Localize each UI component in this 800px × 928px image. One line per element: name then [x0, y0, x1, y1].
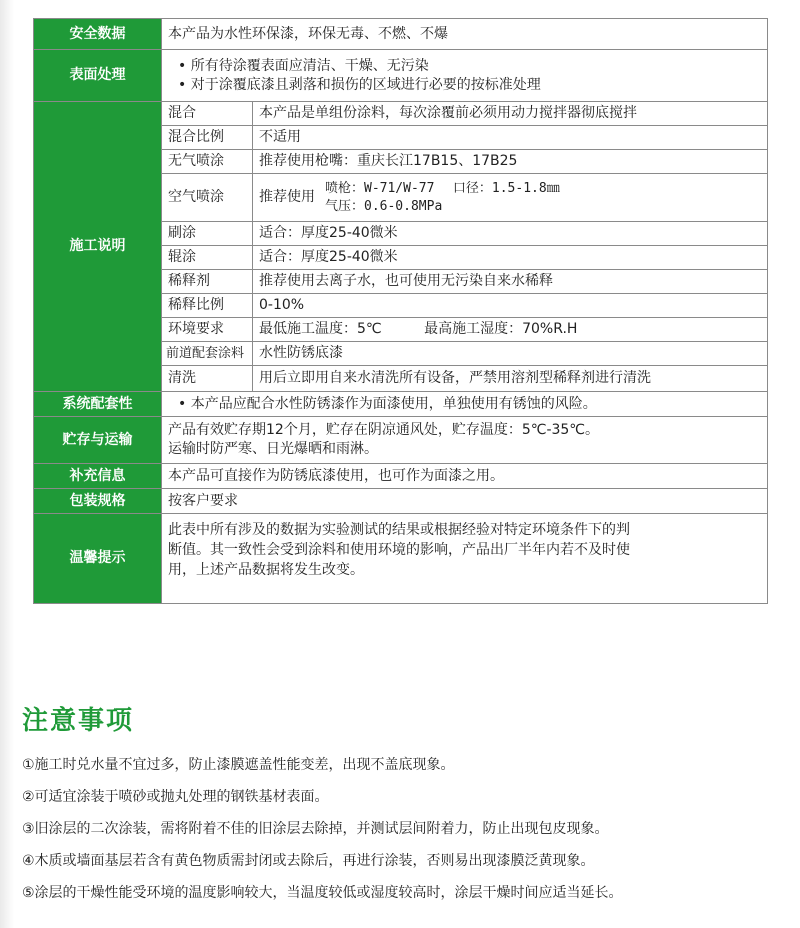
section-label-surface: 表面处理 [34, 50, 162, 102]
row-system [34, 392, 768, 417]
product-spec-table [33, 18, 768, 604]
construction-key: 环境要求 [162, 318, 253, 342]
section-label-safety: 安全数据 [34, 19, 162, 50]
construction-value: 推荐使用枪嘴：重庆长江17B15、17B25 [253, 150, 768, 174]
supplement-value: 本产品可直接作为防锈底漆使用，也可作为面漆之用。 [162, 464, 768, 489]
section-label-packaging: 包装规格 [34, 489, 162, 514]
precaution-item: ①施工时兑水量不宜过多，防止漆膜遮盖性能变差，出现不盖底现象。 [22, 757, 455, 773]
packaging-value: 按客户要求 [162, 489, 768, 514]
construction-key: 空气喷涂 [162, 174, 253, 222]
construction-key: 混合比例 [162, 126, 253, 150]
construction-value: 用后立即用自来水清洗所有设备，严禁用溶剂型稀释剂进行清洗 [253, 366, 768, 392]
storage-value [162, 417, 768, 464]
precaution-item: ②可适宜涂装于喷砂或抛丸处理的钢铁基材表面。 [22, 789, 329, 805]
construction-value: 适合：厚度25-40微米 [253, 222, 768, 246]
tips-line: 用，上述产品数据将发生改变。 [168, 562, 364, 578]
construction-key: 清洗 [162, 366, 253, 392]
section-label-tips: 温馨提示 [34, 514, 162, 604]
construction-row [34, 102, 768, 126]
tips-line: 断值。其一致性会受到涂料和使用环境的影响，产品出厂半年内若不及时使 [168, 542, 630, 558]
spray-gun-spec: 喷枪：W-71/W-77 [325, 181, 435, 196]
storage-line: 产品有效贮存期12个月，贮存在阴凉通风处，贮存温度：5℃-35℃。 [168, 422, 600, 438]
max-humidity: 最高施工湿度：70%R.H [424, 321, 578, 337]
construction-value: 适合：厚度25-40微米 [253, 246, 768, 270]
row-surface [34, 50, 768, 102]
row-storage [34, 417, 768, 464]
construction-value: 0-10% [253, 294, 768, 318]
construction-value: 水性防锈底漆 [253, 342, 768, 366]
section-label-storage: 贮存与运输 [34, 417, 162, 464]
precaution-item: ④木质或墙面基层若含有黄色物质需封闭或去除后，再进行涂装，否则易出现漆膜泛黄现象。 [22, 853, 595, 869]
construction-key: 稀释剂 [162, 270, 253, 294]
section-label-construction: 施工说明 [34, 102, 162, 392]
row-packaging [34, 489, 768, 514]
section-label-system: 系统配套性 [34, 392, 162, 417]
construction-key: 无气喷涂 [162, 150, 253, 174]
storage-line: 运输时防严寒、日光爆晒和雨淋。 [168, 441, 378, 457]
tips-value [162, 514, 768, 604]
construction-value: 推荐使用 [259, 189, 315, 205]
row-tips [34, 514, 768, 604]
surface-item: • 所有待涂覆表面应清洁、干燥、无污染 [178, 57, 761, 76]
safety-value: 本产品为水性环保漆，环保无毒、不燃、不爆 [162, 19, 768, 50]
row-supplement [34, 464, 768, 489]
row-safety [34, 19, 768, 50]
construction-key: 稀释比例 [162, 294, 253, 318]
surface-item: • 对于涂覆底漆且剥落和损伤的区域进行必要的按标准处理 [178, 76, 761, 95]
left-edge-shadow [0, 0, 14, 928]
construction-key: 辊涂 [162, 246, 253, 270]
construction-key: 混合 [162, 102, 253, 126]
environment-cell [253, 318, 768, 342]
precautions-title: 注意事项 [22, 706, 135, 736]
system-value: • 本产品应配合水性防锈漆作为面漆使用，单独使用有锈蚀的风险。 [162, 392, 768, 417]
construction-value: 不适用 [253, 126, 768, 150]
air-pressure-spec: 气压：0.6-0.8MPa [325, 199, 443, 214]
precaution-item: ⑤涂层的干燥性能受环境的温度影响较大，当温度较低或湿度较高时，涂层干燥时间应适当延长。 [22, 885, 623, 901]
air-spray-cell [253, 174, 768, 222]
surface-list [162, 50, 768, 102]
precaution-item: ③旧涂层的二次涂装，需将附着不佳的旧涂层去除掉，并测试层间附着力，防止出现包皮现象。 [22, 821, 609, 837]
construction-key: 刷涂 [162, 222, 253, 246]
tips-line: 此表中所有涉及的数据为实验测试的结果或根据经验对特定环境条件下的判 [168, 522, 630, 538]
construction-value: 本产品是单组份涂料，每次涂覆前必须用动力搅拌器彻底搅拌 [253, 102, 768, 126]
construction-value: 推荐使用去离子水，也可使用无污染自来水稀释 [253, 270, 768, 294]
min-temperature: 最低施工温度：5℃ [259, 321, 382, 337]
precautions-section [22, 700, 792, 915]
construction-key: 前道配套涂料 [162, 342, 253, 366]
nozzle-bore-spec: 口径：1.5-1.8㎜ [452, 181, 560, 196]
section-label-supplement: 补充信息 [34, 464, 162, 489]
